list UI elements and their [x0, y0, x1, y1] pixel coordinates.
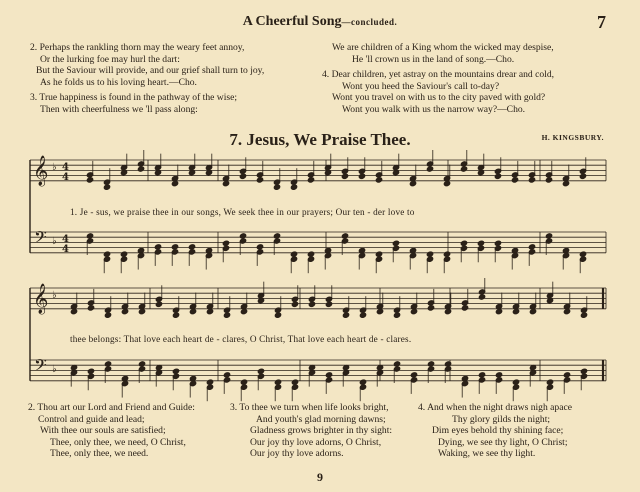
note-head — [341, 233, 348, 239]
note-head — [308, 301, 315, 307]
note-head — [444, 361, 451, 367]
bass-clef-icon: 𝄢 — [34, 355, 47, 379]
verse-line: And youth's glad morning dawns; — [256, 413, 386, 425]
note-head — [512, 308, 519, 314]
note-head — [222, 180, 229, 186]
note-head — [579, 173, 586, 179]
note-head — [444, 308, 451, 314]
verse-line: Control and guide and lead; — [38, 413, 145, 425]
note-head — [239, 173, 246, 179]
note-head — [495, 308, 502, 314]
note-head — [511, 177, 518, 183]
note-head — [121, 308, 128, 314]
note-head — [580, 312, 587, 318]
note-head — [393, 361, 400, 367]
verse-line: We are children of a King whom the wicked may despise, — [332, 42, 554, 53]
note-head — [87, 305, 94, 311]
note-head — [563, 308, 570, 314]
hymn-composer: H. KINGSBURY. — [541, 133, 604, 142]
note-head — [189, 308, 196, 314]
note-head — [86, 177, 93, 183]
lyrics-line-2: thee belongs: That love each heart de - clares, O Christ, That love each heart de - clares. — [70, 334, 412, 344]
note-head — [155, 301, 162, 307]
verse-line: Thee, only thee, we need. — [50, 448, 149, 460]
verse-line: Wont you heed the Saviour's call to-day? — [342, 80, 500, 92]
note-head — [443, 251, 450, 257]
bass-clef-icon: 𝄢 — [34, 227, 47, 251]
flat-icon: ♭ — [52, 290, 57, 301]
note-head — [410, 372, 417, 378]
verse-line: 2. Thou art our Lord and Friend and Guide: — [28, 402, 195, 413]
time-signature: 4 — [62, 244, 69, 255]
note-head — [257, 368, 264, 374]
page-number: 7 — [597, 12, 606, 32]
note-head — [529, 308, 536, 314]
verse-line: Our joy thy love adorns. — [250, 448, 344, 460]
note-head — [206, 379, 213, 385]
note-head — [461, 305, 468, 311]
note-head — [307, 177, 314, 183]
verse-line: But the Saviour will provide, and our grief shall turn to joy, — [36, 65, 265, 77]
note-head — [426, 251, 433, 257]
note-head — [240, 308, 247, 314]
verse-line: 2. Perhaps the rankling thorn may the weary feet annoy, — [30, 42, 245, 53]
verse-line: 4. Dear children, yet astray on the mountains drear and cold, — [322, 69, 555, 81]
note-head — [223, 372, 230, 378]
note-head — [103, 251, 110, 257]
verse-line: Dim eyes behold thy shining face; — [432, 425, 564, 437]
time-signature: 4 — [62, 234, 69, 245]
verse-line: Wont you walk with us the narrow way?—Cho. — [342, 103, 526, 115]
note-head — [274, 312, 281, 318]
note-head — [86, 233, 93, 239]
note-head — [427, 305, 434, 311]
note-head — [478, 294, 485, 300]
note-head — [375, 251, 382, 257]
note-head — [171, 244, 178, 250]
time-signature: 4 — [62, 172, 69, 183]
verse-line: Waking, we see thy light. — [438, 448, 536, 460]
verse-line: With thee our souls are satisfied; — [40, 425, 166, 437]
note-head — [494, 173, 501, 179]
note-head — [342, 312, 349, 318]
note-head — [70, 308, 77, 314]
verse-line: Thee, only thee, we need, O Christ, — [50, 436, 186, 448]
note-head — [580, 368, 587, 374]
note-head — [171, 180, 178, 186]
note-head — [290, 184, 297, 190]
note-head — [512, 379, 519, 385]
note-head — [579, 251, 586, 257]
staff-lines — [30, 160, 606, 381]
note-head — [325, 372, 332, 378]
bottom-verse-4 — [418, 402, 572, 460]
note-head — [206, 308, 213, 314]
note-head — [256, 177, 263, 183]
note-head — [325, 301, 332, 307]
note-head — [291, 379, 298, 385]
note-head — [392, 240, 399, 246]
verse-line: Dying, we see thy light, O Christ; — [438, 436, 568, 448]
footer-signature: 9 — [317, 470, 323, 484]
music-notes — [70, 150, 587, 401]
note-head — [138, 308, 145, 314]
note-head — [256, 244, 263, 250]
note-head — [562, 180, 569, 186]
header-title-main: A Cheerful Song — [242, 14, 342, 29]
note-head — [393, 312, 400, 318]
note-head — [478, 372, 485, 378]
note-head — [307, 251, 314, 257]
verse-line: As he folds us to his loving heart.—Cho. — [40, 76, 197, 88]
bottom-verse-2 — [28, 402, 195, 460]
note-head — [545, 233, 552, 239]
note-head — [427, 361, 434, 367]
treble-clef-icon: 𝄞 — [33, 156, 49, 186]
note-head — [172, 312, 179, 318]
note-head — [104, 312, 111, 318]
note-head — [460, 166, 467, 172]
header-title-suffix: —concluded. — [341, 17, 398, 27]
note-head — [240, 379, 247, 385]
note-head — [359, 312, 366, 318]
verse-line: Our joy thy love adorns, O Christ, — [250, 436, 382, 448]
note-head — [477, 240, 484, 246]
note-head — [494, 240, 501, 246]
note-head — [273, 184, 280, 190]
note-head — [410, 308, 417, 314]
note-head — [528, 177, 535, 183]
note-head — [563, 372, 570, 378]
note-head — [460, 240, 467, 246]
note-head — [358, 173, 365, 179]
note-head — [545, 177, 552, 183]
verse-line: He 'll crown us in the land of song.—Cho. — [352, 53, 515, 65]
note-head — [120, 251, 127, 257]
note-head — [443, 180, 450, 186]
note-head — [223, 312, 230, 318]
verse-line: Or the lurking foe may hurl the dart: — [40, 53, 180, 65]
verse-line: Gladness grows brighter in thy sight: — [250, 425, 393, 437]
verse-line: Then with cheerfulness we 'll pass along: — [40, 103, 198, 115]
time-signature: 4 — [62, 162, 69, 173]
note-head — [154, 244, 161, 250]
clef-symbols — [33, 155, 69, 379]
bottom-verse-3 — [230, 402, 392, 460]
verse-line: Thy glory gilds the night; — [452, 413, 551, 425]
note-head — [274, 379, 281, 385]
verse-line: 3. True happiness is found in the pathway of the wise; — [30, 92, 238, 104]
note-head — [546, 379, 553, 385]
flat-icon: ♭ — [52, 162, 57, 173]
treble-clef-icon: 𝄞 — [33, 284, 49, 314]
note-head — [376, 308, 383, 314]
note-head — [87, 368, 94, 374]
note-head — [137, 166, 144, 172]
verse-line: 4. And when the night draws nigh apace — [418, 402, 572, 413]
note-head — [138, 361, 145, 367]
note-head — [103, 184, 110, 190]
note-head — [291, 301, 298, 307]
note-head — [104, 361, 111, 367]
note-head — [528, 244, 535, 250]
flat-icon: ♭ — [52, 236, 57, 247]
note-head — [273, 233, 280, 239]
note-head — [375, 177, 382, 183]
note-head — [495, 372, 502, 378]
note-head — [290, 251, 297, 257]
note-head — [188, 244, 195, 250]
verse-line: Wont you travel on with us to the city paved with gold? — [332, 92, 546, 104]
note-head — [172, 368, 179, 374]
note-head — [409, 180, 416, 186]
note-head — [239, 233, 246, 239]
note-head — [222, 240, 229, 246]
hymn-title: 7. Jesus, We Praise Thee. — [229, 130, 411, 149]
note-head — [426, 166, 433, 172]
note-head — [341, 173, 348, 179]
note-head — [359, 379, 366, 385]
verse-line: 3. To thee we turn when life looks bright, — [230, 402, 389, 413]
flat-icon: ♭ — [52, 364, 57, 375]
lyrics-line-1: 1. Je - sus, we praise thee in our songs, We seek thee in our prayers; Our ten - der love to — [70, 207, 415, 217]
